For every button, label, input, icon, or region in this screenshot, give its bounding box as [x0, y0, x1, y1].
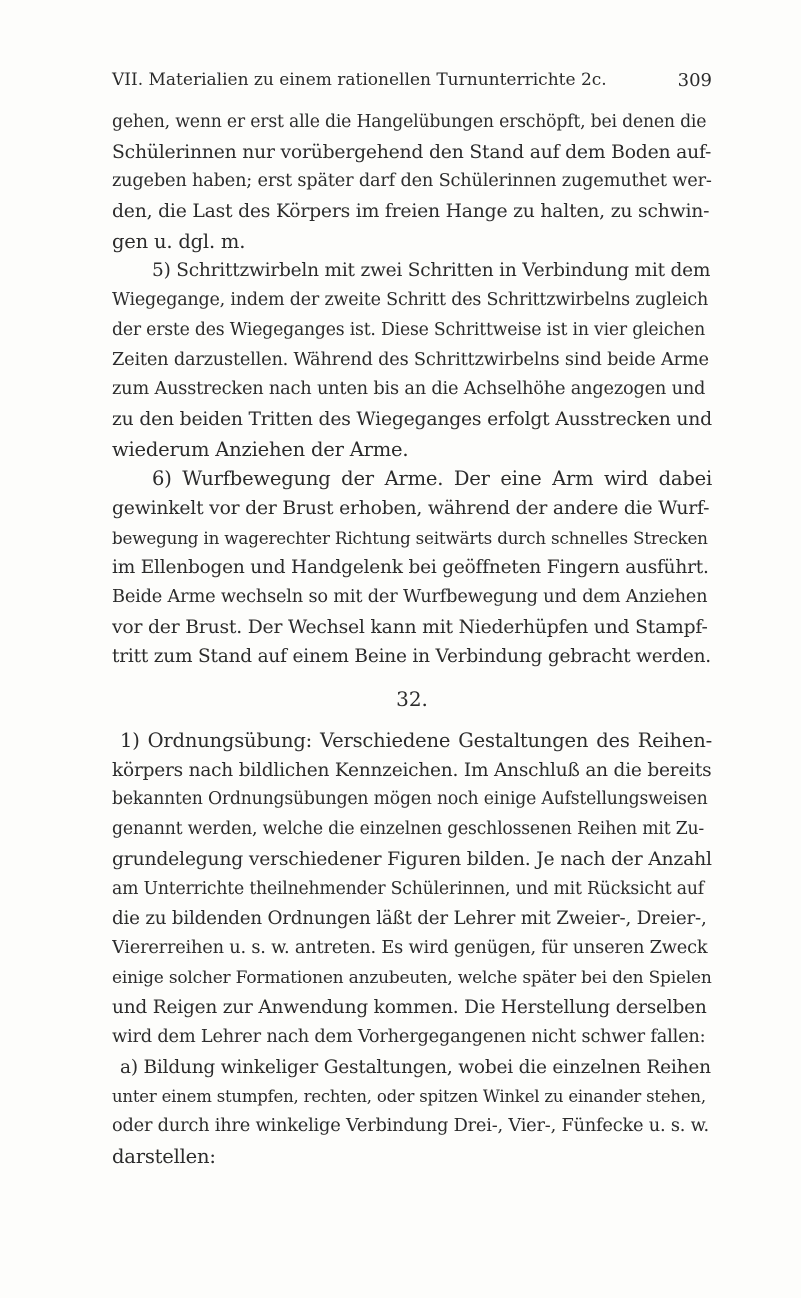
text-line: a) Bildung winkeliger Gestaltungen, wobei die einzelnen Reihen: [120, 1056, 711, 1078]
text-line: bewegung in wagerechter Richtung seitwärts durch schnelles Strecken: [112, 527, 708, 548]
page-body: [112, 108, 712, 1171]
text-line: wiederum Anziehen der Arme.: [112, 437, 409, 461]
text-line: Beide Arme wechseln so mit der Wurfbewegung und dem Anziehen: [112, 587, 708, 607]
text-line: gewinkelt vor der Brust erhoben, während der andere die Wurf-: [112, 497, 710, 519]
text-line: genannt werden, welche die einzelnen geschlossenen Reihen mit Zu-: [112, 819, 705, 840]
section-number: 32.: [396, 687, 428, 712]
text-line: unter einem stumpfen, rechten, oder spitzen Winkel zu einander stehen,: [112, 1087, 706, 1107]
text-line: gehen, wenn er erst alle die Hangelübungen erschöpft, bei denen die: [112, 112, 707, 132]
text-line: grundelegung verschiedener Figuren bilden. Je nach der Anzahl: [112, 848, 712, 870]
paragraph-hanging-continuation: [112, 108, 712, 256]
text-line: körpers nach bildlichen Kennzeichen. Im Anschluß an die bereits: [112, 759, 712, 781]
text-line: oder durch ihre winkelige Verbindung Drei-, Vier-, Fünfecke u. s. w.: [112, 1116, 709, 1136]
page-number: 309: [677, 70, 712, 91]
text-line: zu den beiden Tritten des Wiegeganges erfolgt Ausstrecken und: [112, 408, 712, 430]
text-line: 6) Wurfbewegung der Arme. Der eine Arm wird dabei: [152, 467, 712, 491]
text-line: die zu bildenden Ordnungen läßt der Lehrer mit Zweier-, Dreier-,: [112, 908, 707, 930]
text-line: den, die Last des Körpers im freien Hange zu halten, zu schwin-: [112, 201, 710, 223]
text-line: 1) Ordnungsübung: Verschiedene Gestaltungen des Reihen-: [120, 729, 712, 753]
running-header: [112, 70, 712, 98]
text-line: Viererreihen u. s. w. antreten. Es wird genügen, für unseren Zweck: [112, 937, 708, 958]
text-line: zugeben haben; erst später darf den Schülerinnen zugemuthet wer-: [112, 171, 712, 192]
text-line: tritt zum Stand auf einem Beine in Verbindung gebracht werden.: [112, 646, 711, 668]
text-line: einige solcher Formationen anzubeuten, welche später bei den Spielen: [112, 967, 712, 988]
text-line: der erste des Wiegeganges ist. Diese Schrittweise ist in vier gleichen: [112, 319, 706, 340]
text-line: darstellen:: [112, 1144, 216, 1168]
text-line: am Unterrichte theilnehmender Schülerinnen, und mit Rücksicht auf: [112, 878, 704, 899]
text-line: und Reigen zur Anwendung kommen. Die Herstellung derselben: [112, 997, 707, 1019]
paragraph-item-a: [112, 1053, 712, 1172]
paragraph-ordnungsuebung: [112, 726, 712, 1053]
paragraph-item-5: [112, 256, 712, 464]
text-line: Zeiten darzustellen. Während des Schrittzwirbelns sind beide Arme: [112, 349, 709, 370]
text-line: 5) Schrittzwirbeln mit zwei Schritten in Verbindung mit dem: [152, 260, 711, 282]
text-line: im Ellenbogen und Handgelenk bei geöffneten Fingern ausführt.: [112, 557, 709, 579]
text-line: vor der Brust. Der Wechsel kann mit Niederhüpfen und Stampf-: [112, 616, 708, 638]
paragraph-item-6: [112, 464, 712, 672]
text-line: gen u. dgl. m.: [112, 229, 246, 253]
running-title: VII. Materialien zu einem rationellen Turnunterrichte 2c.: [112, 70, 607, 90]
text-line: bekannten Ordnungsübungen mögen noch einige Aufstellungsweisen: [112, 789, 708, 810]
text-line: Wiegegange, indem der zweite Schritt des Schrittzwirbelns zugleich: [112, 290, 709, 311]
text-line: Schülerinnen nur vorübergehend den Stand auf dem Boden auf-: [112, 141, 712, 163]
text-line: wird dem Lehrer nach dem Vorhergegangenen nicht schwer fallen:: [112, 1026, 706, 1047]
text-line: zum Ausstrecken nach unten bis an die Achselhöhe angezogen und: [112, 379, 706, 400]
